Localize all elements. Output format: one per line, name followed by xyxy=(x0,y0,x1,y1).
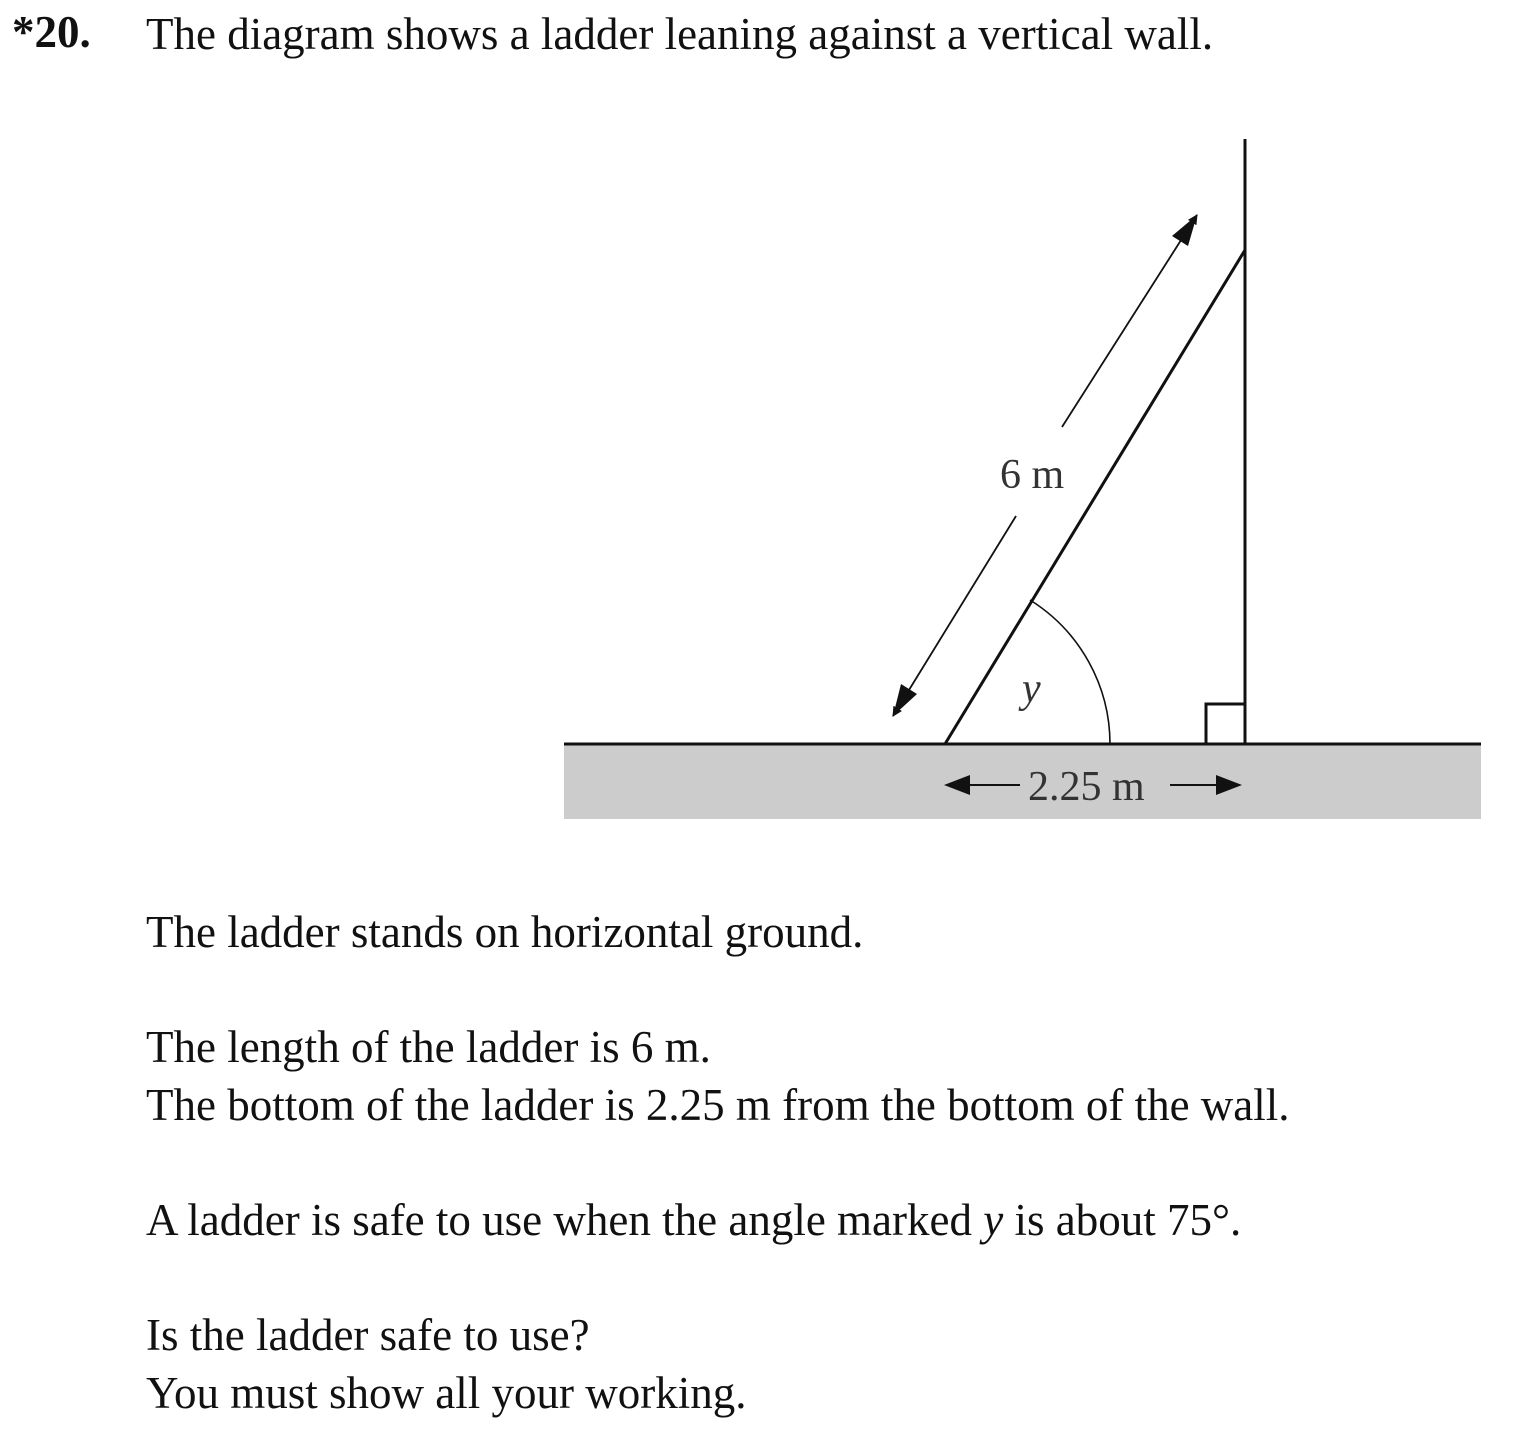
safety-variable: y xyxy=(983,1195,1004,1245)
angle-label: y xyxy=(1022,666,1041,712)
right-angle-marker xyxy=(1206,704,1245,744)
body-line-ground: The ladder stands on horizontal ground. xyxy=(146,907,864,957)
ladder-length-label: 6 m xyxy=(1000,452,1065,498)
body-line-question: Is the ladder safe to use? xyxy=(146,1310,590,1360)
question-number: *20. xyxy=(12,7,91,57)
body-line-distance: The bottom of the ladder is 2.25 m from the bottom of the wall. xyxy=(146,1080,1290,1130)
question-intro: The diagram shows a ladder leaning against a vertical wall. xyxy=(146,9,1214,59)
distance-label: 2.25 m xyxy=(1028,764,1145,810)
body-line-length: The length of the ladder is 6 m. xyxy=(146,1022,711,1072)
safety-text-end: is about 75°. xyxy=(1003,1195,1242,1245)
safety-text-start: A ladder is safe to use when the angle marked xyxy=(146,1195,984,1245)
ladder xyxy=(945,250,1245,744)
body-line-instruction: You must show all your working. xyxy=(146,1368,747,1418)
angle-arc xyxy=(1030,600,1110,744)
body-line-safety xyxy=(146,1195,1242,1245)
ground xyxy=(564,744,1481,819)
